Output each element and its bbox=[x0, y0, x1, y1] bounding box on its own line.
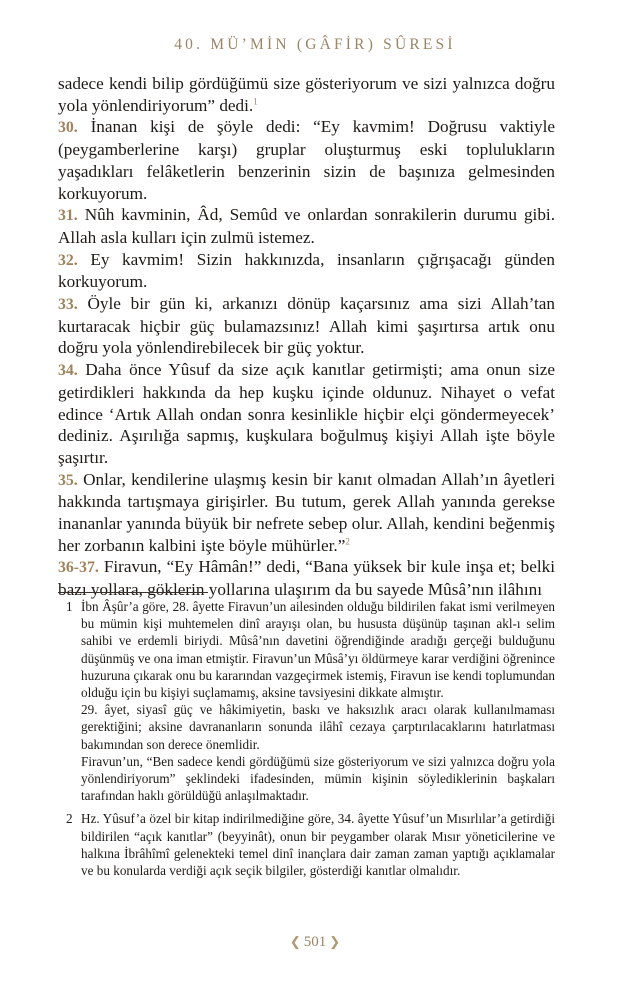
footnote-paragraph: Firavun’un, “Ben sadece kendi gördüğümü size gösteriyorum ve sizi yalnızca doğru yola yönlendiriyorum” şeklindeki ifadesinden, mümin kişinin söylediklerinin başkaları tarafından haklı görüldüğü anlaşılmaktadır. bbox=[81, 753, 555, 804]
footnote-ref[interactable]: 1 bbox=[253, 95, 258, 106]
verse-text: Daha önce Yûsuf da size açık kanıtlar getirmişti; ama onun size getirdikleri hakkında da hep kuşku içinde oldunuz. Nihayet o vefat edince ‘Artık Allah ondan sonra kesinlikle hiçbir elçi göndermeyecek’ dediniz. Aşırılığa sapmış, kuşkulara boğulmuş kişiyi Allah işte böyle şaşırtır. bbox=[58, 360, 556, 467]
verse-text: Ey kavmim! Sizin hakkınızda, insanların çığrışacağı günden korkuyorum. bbox=[58, 249, 555, 292]
verse-number: 35. bbox=[58, 471, 78, 489]
footnote-mark: 2 bbox=[66, 811, 73, 827]
page-number: 501 bbox=[303, 934, 327, 950]
footnote-1 bbox=[58, 598, 555, 804]
ornament-right-icon: ❯ bbox=[329, 934, 341, 949]
verse-30 bbox=[58, 116, 555, 204]
verse-number: 34. bbox=[58, 362, 78, 380]
footnote-ref[interactable]: 2 bbox=[345, 536, 350, 547]
verse-35 bbox=[58, 469, 555, 557]
verse-text: Onlar, kendilerine ulaşmış kesin bir kanıt olmadan Allah’ın âyetleri hakkında tartışmaya girişirler. Bu tutum, gerek Allah yanında gerekse inananlar yanında büyük bir nefrete sebep olur. Allah, kendini beğenmiş her zorbanın kalbini işte böyle mühürler.” bbox=[58, 469, 555, 555]
footnote-divider bbox=[58, 592, 208, 593]
verse-number: 30. bbox=[58, 119, 78, 137]
verse-32 bbox=[58, 249, 555, 293]
verse-number: 36-37. bbox=[58, 559, 99, 577]
verse-text: Firavun, “Ey Hâmân!” dedi, “Bana yüksek bir kule inşa et; belki bazı yollara, göklerin yollarına ulaşırım da bu sayede Mûsâ’nın ilâhını bbox=[58, 557, 555, 600]
verse-33 bbox=[58, 293, 555, 359]
footnote-2 bbox=[58, 810, 555, 879]
verse-text: Nûh kavminin, Âd, Semûd ve onlardan sonrakilerin durumu gibi. Allah asla kulları için zulmü istemez. bbox=[58, 205, 555, 247]
footnotes bbox=[58, 598, 555, 885]
verse-number: 32. bbox=[58, 251, 78, 269]
running-header: 40. MÜ’MİN (GÂFİR) SÛRESİ bbox=[174, 36, 456, 53]
verse-number: 31. bbox=[58, 207, 78, 225]
verse-36-37 bbox=[58, 556, 555, 600]
verse-text: İnanan kişi de şöyle dedi: “Ey kavmim! Doğrusu vaktiyle (peygamberlerine karşı) gruplar oluşturmuş eski toplulukların yaşadıkları felâketlerin benzerinin sizin de başınıza gelmesinden korkuyorum. bbox=[58, 117, 555, 203]
verse-number: 33. bbox=[58, 296, 78, 314]
verse-text: sadece kendi bilip gördüğümü size gösteriyorum ve sizi yalnızca doğru yola yönlendiriyorum” dedi. bbox=[58, 74, 555, 115]
verse-34 bbox=[58, 359, 555, 469]
verse-text: Öyle bir gün ki, arkanızı dönüp kaçarsınız ama sizi Allah’tan kurtaracak hiçbir güç bulamazsınız! Allah kimi şaşırtırsa artık onu doğru yola yönlendirebilecek bir güç yoktur. bbox=[58, 294, 555, 358]
verse-31 bbox=[58, 204, 555, 248]
page-footer bbox=[0, 934, 630, 951]
main-text bbox=[58, 73, 555, 601]
footnote-paragraph: Hz. Yûsuf’a özel bir kitap indirilmediğine göre, 34. âyette Yûsuf’un Mısırlılar’a getirdiği bildirilen “açık kanıtlar” (beyyinât), onun bir peygamber olarak Mısır yöneticilerine ve halkına İbrâhîmî gelenekteki temel dinî inançlara dair zaman zaman yaptığı açıklamalar ve bu konularda verdiği açık seçik bilgiler, gösterdiği kanıtlar olmalıdır. bbox=[81, 811, 555, 879]
footnote-paragraph: İbn Âşûr’a göre, 28. âyette Firavun’un ailesinden olduğu bildirilen fakat ismi verilmeyen bu mümin kişi muhtemelen dinî arayışı olan, bu hususta düşünüp taşınan akl-ı selim sahibi ve erdemli biriydi. Mûsâ’nın davetini öğrendiğinde aradığı gerçeği bulduğunu düşünmüş ve ona iman etmiştir. Firavun’un Mûsâ’yı öldürmeye karar verdiğini öğrenince huzuruna çıkarak onu bu kararından vazgeçirmek istemiş, Firavun ise kendi toplumundan olduğu için bu kişiyi suçlamamış, aksine tavsiyesini dikkate almıştır. bbox=[81, 599, 555, 701]
footnote-mark: 1 bbox=[66, 599, 73, 614]
ornament-left-icon: ❮ bbox=[289, 934, 301, 949]
footnote-paragraph: 29. âyet, siyasî güç ve hâkimiyetin, baskı ve haksızlık aracı olarak kullanılmaması gerektiğini; aksine davrananların sonunda ilâhî cezaya çarptırılacaklarını hatırlatması bakımından son derece önemlidir. bbox=[81, 702, 555, 752]
verse-continuation bbox=[58, 73, 555, 116]
